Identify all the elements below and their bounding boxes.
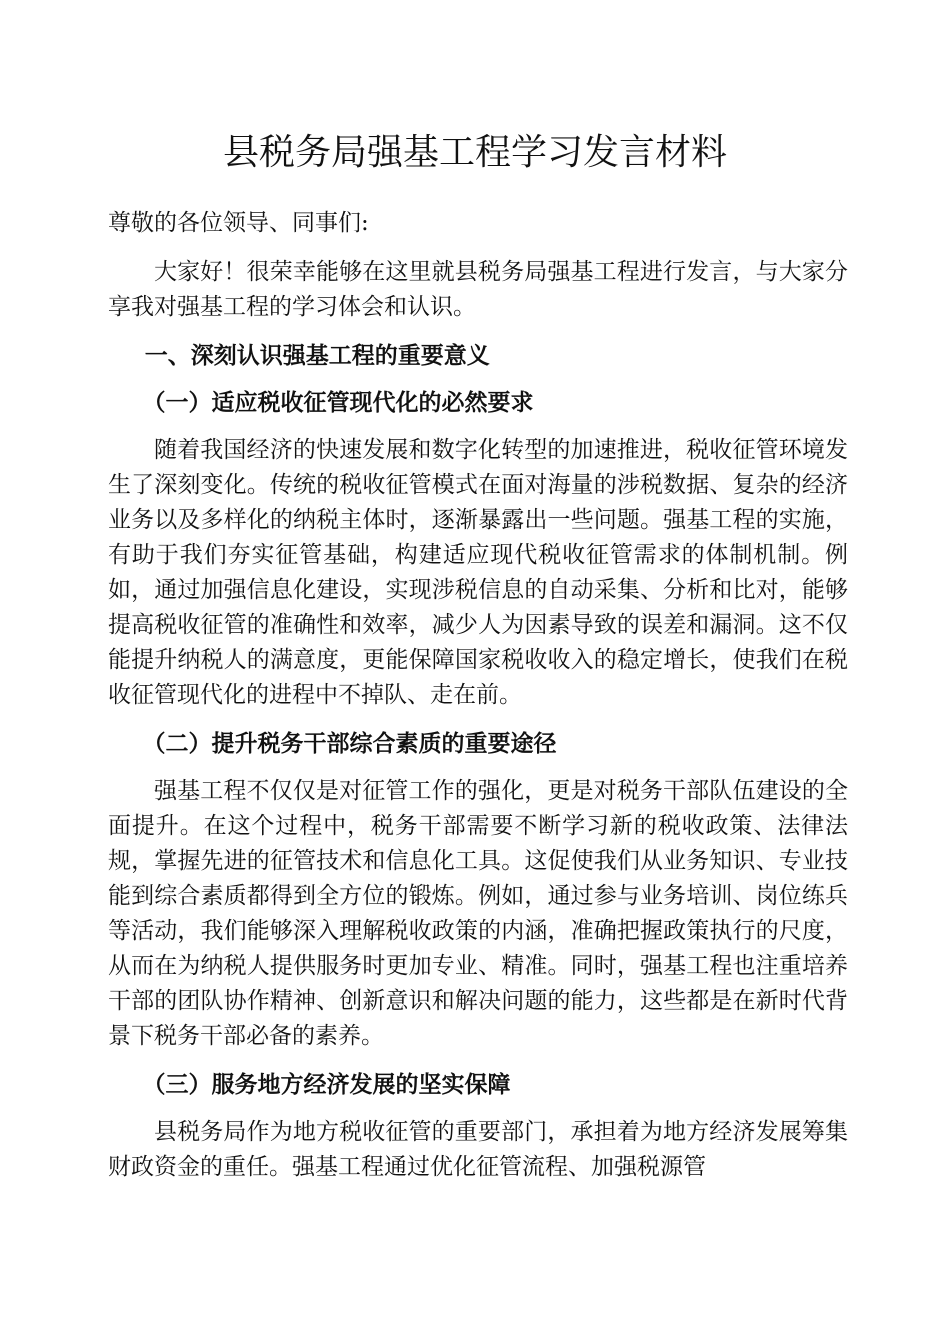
subsection-paragraph-3: 县税务局作为地方税收征管的重要部门，承担着为地方经济发展筹集财政资金的重任。强基工程通过优化征管流程、加强税源管 bbox=[108, 1119, 848, 1180]
intro-paragraph: 大家好！很荣幸能够在这里就县税务局强基工程进行发言，与大家分享我对强基工程的学习体会和认识。 bbox=[108, 259, 848, 320]
document-title: 县税务局强基工程学习发言材料 bbox=[222, 132, 727, 173]
subsection-paragraph-1: 随着我国经济的快速发展和数字化转型的加速推进，税收征管环境发生了深刻变化。传统的税收征管模式在面对海量的涉税数据、复杂的经济业务以及多样化的纳税主体时，逐渐暴露出一些问题。强基工程的实施，有助于我们夯实征管基础，构建适应现代税收征管需求的体制机制。例如，通过加强信息化建设，实现涉税信息的自动采集、分析和比对，能够提高税收征管的准确性和效率，减少人为因素导致的误差和漏洞。这不仅能提升纳税人的满意度，更能保障国家税收收入的稳定增长，使我们在税收征管现代化的进程中不掉队、走在前。 bbox=[108, 437, 848, 708]
section-heading-1: 一、深刻认识强基工程的重要意义 bbox=[144, 343, 490, 369]
salutation: 尊敬的各位领导、同事们: bbox=[108, 210, 369, 236]
subsection-heading-3: （三）服务地方经济发展的坚实保障 bbox=[142, 1072, 511, 1098]
subsection-heading-1: （一）适应税收征管现代化的必然要求 bbox=[142, 390, 534, 416]
subsection-heading-2: （二）提升税务干部综合素质的重要途径 bbox=[142, 731, 557, 757]
subsection-paragraph-2: 强基工程不仅仅是对征管工作的强化，更是对税务干部队伍建设的全面提升。在这个过程中，税务干部需要不断学习新的税收政策、法律法规，掌握先进的征管技术和信息化工具。这促使我们从业务知识、专业技能到综合素质都得到全方位的锻炼。例如，通过参与业务培训、岗位练兵等活动，我们能够深入理解税收政策的内涵，准确把握政策执行的尺度，从而在为纳税人提供服务时更加专业、精准。同时，强基工程也注重培养干部的团队协作精神、创新意识和解决问题的能力，这些都是在新时代背景下税务干部必备的素养。 bbox=[108, 778, 848, 1049]
document-body bbox=[108, 206, 848, 1199]
